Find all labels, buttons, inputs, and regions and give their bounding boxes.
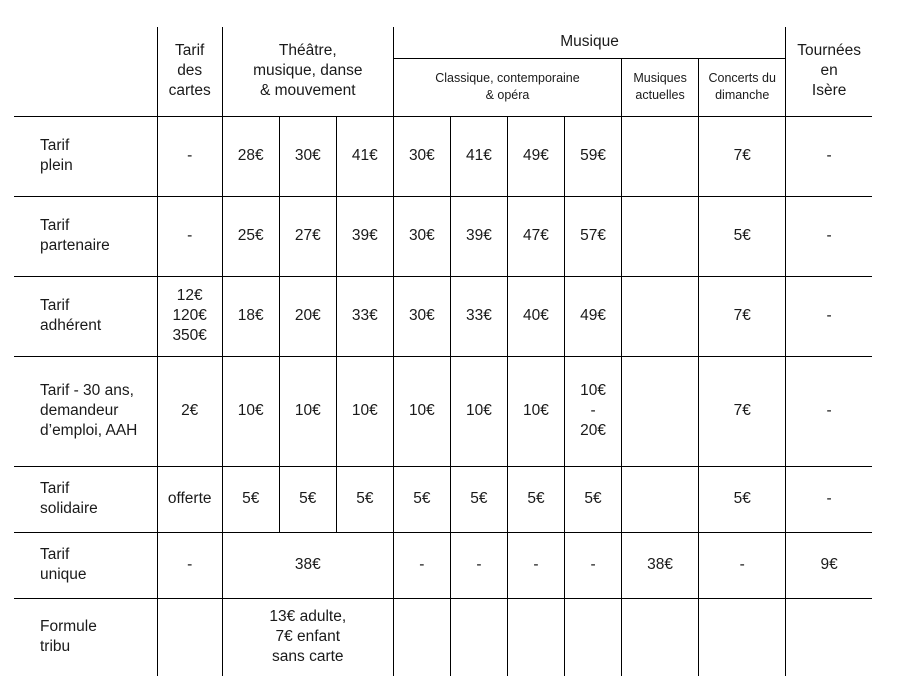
cell-tournees: 9€ <box>786 532 872 598</box>
cell-classique: 5€ <box>507 466 564 532</box>
cell-concerts-dimanche <box>699 598 786 676</box>
cell-classique: 5€ <box>393 466 450 532</box>
cell-theatre: 41€ <box>336 116 393 196</box>
cell-musiques-actuelles <box>622 356 699 466</box>
cell-cartes <box>157 598 222 676</box>
cell-classique: - <box>450 532 507 598</box>
cell-classique: - <box>507 532 564 598</box>
cell-theatre: 5€ <box>222 466 279 532</box>
tarifs-table <box>14 27 872 676</box>
header-tournees: Tournées en Isère <box>786 27 872 116</box>
cell-theatre: 10€ <box>222 356 279 466</box>
cell-theatre: 33€ <box>336 276 393 356</box>
header-row-top <box>14 27 872 58</box>
header-musique: Musique <box>393 27 785 58</box>
row-label: Tarif - 30 ans, demandeur d’emploi, AAH <box>14 356 157 466</box>
cell-theatre: 10€ <box>336 356 393 466</box>
cell-classique: 59€ <box>565 116 622 196</box>
row-label: Formule tribu <box>40 618 97 656</box>
cell-classique: 10€ <box>507 356 564 466</box>
cell-musiques-actuelles: 38€ <box>622 532 699 598</box>
cell-classique: 49€ <box>565 276 622 356</box>
cell-classique: - <box>565 532 622 598</box>
cell-cartes: 12€ 120€ 350€ <box>157 276 222 356</box>
cell-musiques-actuelles <box>622 598 699 676</box>
header-corner <box>14 27 157 116</box>
cell-classique: 33€ <box>450 276 507 356</box>
table-row-tarif-plein <box>14 116 872 196</box>
cell-theatre: 39€ <box>336 196 393 276</box>
cell-theatre-merged: 38€ <box>222 532 393 598</box>
row-label: Tarif plein <box>14 116 157 196</box>
cell-classique: 40€ <box>507 276 564 356</box>
cell-classique: 10€ <box>450 356 507 466</box>
table-row-formule-tribu <box>14 598 872 676</box>
cell-theatre: 5€ <box>279 466 336 532</box>
cell-musiques-actuelles <box>622 466 699 532</box>
cell-theatre: 30€ <box>279 116 336 196</box>
cell-tournees: - <box>786 356 872 466</box>
cell-concerts-dimanche: 5€ <box>699 196 786 276</box>
cell-classique: 47€ <box>507 196 564 276</box>
cell-theatre: 18€ <box>222 276 279 356</box>
cell-cartes: - <box>157 196 222 276</box>
header-tarif-cartes: Tarif des cartes <box>157 27 222 116</box>
cell-concerts-dimanche: 7€ <box>699 276 786 356</box>
table-row-tarif-partenaire <box>14 196 872 276</box>
cell-classique: 10€ - 20€ <box>565 356 622 466</box>
cell-classique: 57€ <box>565 196 622 276</box>
row-label: Tarif unique <box>14 532 157 598</box>
cell-tournees <box>786 598 872 676</box>
table-row-tarif-unique <box>14 532 872 598</box>
cell-musiques-actuelles <box>622 116 699 196</box>
header-theatre: Théâtre, musique, danse & mouvement <box>222 27 393 116</box>
cell-tournees: - <box>786 276 872 356</box>
cell-classique <box>565 598 622 676</box>
cell-concerts-dimanche: 5€ <box>699 466 786 532</box>
row-label: Tarif solidaire <box>14 466 157 532</box>
table-row-tarif-30-ans <box>14 356 872 466</box>
cell-concerts-dimanche: 7€ <box>699 116 786 196</box>
cell-concerts-dimanche: 7€ <box>699 356 786 466</box>
table-row-tarif-solidaire <box>14 466 872 532</box>
cell-classique: 5€ <box>565 466 622 532</box>
cell-cartes: - <box>157 116 222 196</box>
cell-concerts-dimanche: - <box>699 532 786 598</box>
cell-classique: 30€ <box>393 276 450 356</box>
cell-classique: 10€ <box>393 356 450 466</box>
cell-classique: 30€ <box>393 116 450 196</box>
cell-classique: 30€ <box>393 196 450 276</box>
cell-musiques-actuelles <box>622 196 699 276</box>
cell-cartes: - <box>157 532 222 598</box>
cell-tournees: - <box>786 196 872 276</box>
cell-theatre: 5€ <box>336 466 393 532</box>
cell-classique <box>393 598 450 676</box>
cell-classique: 49€ <box>507 116 564 196</box>
cell-theatre: 27€ <box>279 196 336 276</box>
cell-tournees: - <box>786 116 872 196</box>
cell-classique: 5€ <box>450 466 507 532</box>
header-musiques-actuelles: Musiques actuelles <box>622 58 699 116</box>
row-label: Tarif partenaire <box>14 196 157 276</box>
header-concerts-dimanche: Concerts du dimanche <box>699 58 786 116</box>
cell-classique: - <box>393 532 450 598</box>
cell-tournees: - <box>786 466 872 532</box>
cell-cartes: offerte <box>157 466 222 532</box>
cell-musiques-actuelles <box>622 276 699 356</box>
cell-theatre: 28€ <box>222 116 279 196</box>
cell-theatre: 10€ <box>279 356 336 466</box>
row-label: Tarif adhérent <box>14 276 157 356</box>
header-classique: Classique, contemporaine & opéra <box>393 58 621 116</box>
cell-classique: 41€ <box>450 116 507 196</box>
cell-theatre-merged: 13€ adulte, 7€ enfant sans carte <box>222 598 393 676</box>
cell-classique: 39€ <box>450 196 507 276</box>
table-row-tarif-adherent <box>14 276 872 356</box>
cell-classique <box>507 598 564 676</box>
cell-theatre: 20€ <box>279 276 336 356</box>
cell-classique <box>450 598 507 676</box>
cell-theatre: 25€ <box>222 196 279 276</box>
cell-cartes: 2€ <box>157 356 222 466</box>
